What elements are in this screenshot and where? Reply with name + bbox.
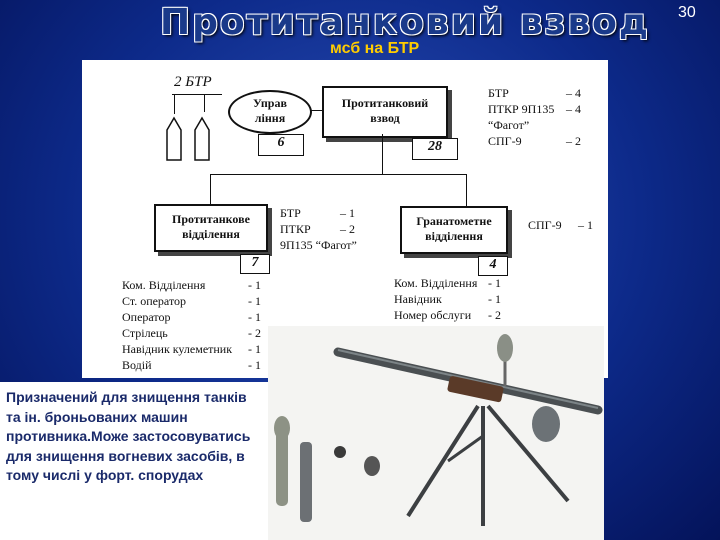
crew-qty: - 1 [248,310,261,324]
equip-name: ПТКР 9П135 [488,102,555,116]
equip-name: 9П135 “Фагот” [280,238,357,252]
control-count: 6 [277,135,285,150]
connector-line [210,174,211,204]
equip-qty: – 4 [566,86,581,100]
btr-note: 2 БТР [174,74,212,90]
equip-qty: – 2 [340,222,355,236]
control-label-line2: ління [254,111,286,125]
gl-squad-label-line1: Гранатометне [416,214,492,228]
equip-name: БТР [488,86,509,100]
spg-9-illustration [268,326,604,540]
crew-qty: - 2 [488,308,501,322]
weapon-photo [268,326,604,540]
gl-squad-node [400,206,508,254]
connector-line [210,174,466,175]
at-squad-label-line2: відділення [182,227,240,241]
equip-name: ПТКР [280,222,311,236]
equip-qty: – 1 [340,206,355,220]
gl-squad-count-box [478,256,508,276]
platoon-count-box [412,138,458,160]
connector-line [310,110,322,111]
crew-role: Ком. Відділення [122,278,206,292]
platoon-node [322,86,448,138]
connector-line [382,134,383,174]
connector-line [204,94,205,112]
vehicle-icons [162,114,222,162]
crew-qty: - 1 [248,342,261,356]
equip-name: “Фагот” [488,118,530,132]
description-panel [0,382,268,540]
gl-squad-count: 4 [489,257,497,272]
crew-role: Водій [122,358,152,372]
crew-role: Ст. оператор [122,294,187,308]
at-squad-count: 7 [251,255,259,270]
equip-name: СПГ-9 [488,134,522,148]
platoon-label-line1: Протитанковий [341,96,429,110]
platoon-label-line2: взвод [370,111,400,125]
gl-squad-label-line2: відділення [425,229,483,243]
at-squad-label-line1: Протитанкове [172,212,250,226]
crew-role: Навідник [394,292,442,306]
crew-qty: - 1 [488,276,501,290]
equip-name: СПГ-9 [528,218,562,232]
connector-line [466,174,467,206]
slide-title: Протитанковий взвод [160,2,650,43]
crew-qty: - 1 [248,358,261,372]
platoon-count: 28 [428,139,442,154]
description-text: Призначений для знищення танків та ін. броньованих машин противника.Може застосовуватись для знищення вогневих засобів, в тому числі у форт. спорудах [6,389,251,483]
crew-qty: - 1 [248,294,261,308]
connector-line [174,94,175,114]
crew-role: Стрілець [122,326,168,340]
crew-role: Ком. Відділення [394,276,478,290]
crew-qty: - 2 [248,326,261,340]
control-node [228,90,312,134]
page-number: 30 [678,4,696,21]
connector-line [172,94,222,95]
crew-role: Оператор [122,310,171,324]
crew-role: Номер обслуги [394,308,472,322]
slide-subtitle: мсб на БТР [330,40,420,57]
crew-role: Навідник кулеметник [122,342,233,356]
equip-name: БТР [280,206,301,220]
crew-qty: - 1 [248,278,261,292]
crew-qty: - 1 [488,292,501,306]
control-label-line1: Управ [253,96,287,110]
at-squad-count-box [240,254,270,274]
equip-qty: – 4 [566,102,581,116]
equip-qty: – 1 [578,218,593,232]
at-squad-node [154,204,268,252]
control-count-box [258,134,304,156]
equip-qty: – 2 [566,134,581,148]
